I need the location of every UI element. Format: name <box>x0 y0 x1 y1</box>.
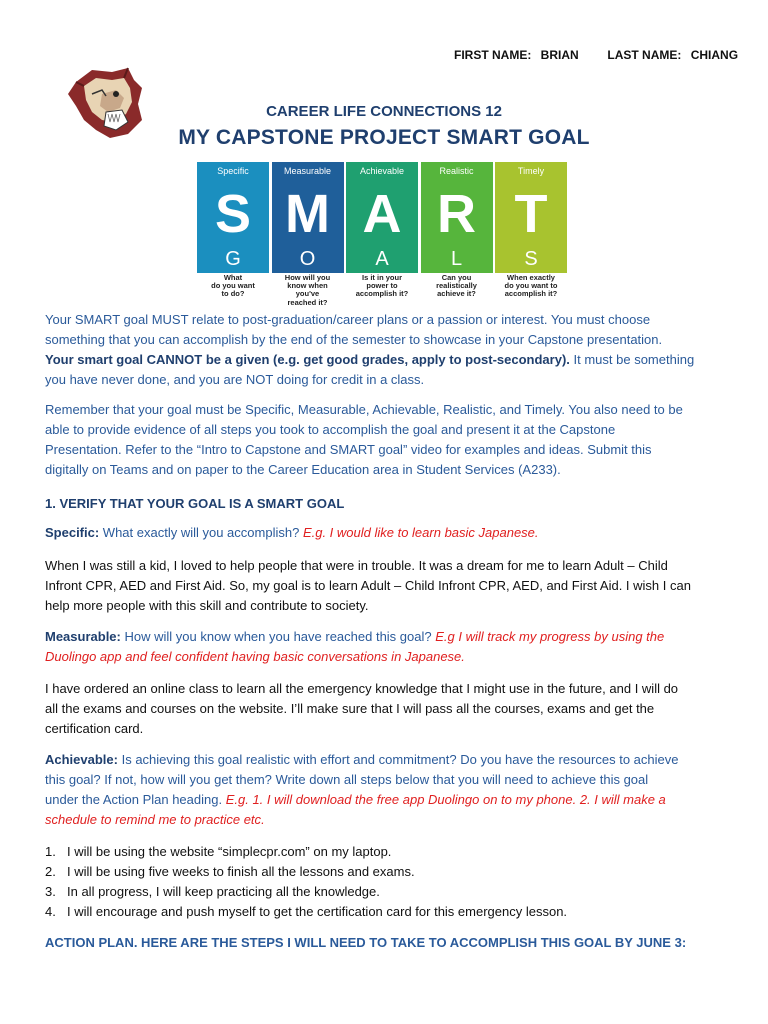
smart-big-letter: S <box>197 181 269 245</box>
smart-column-realistic <box>421 162 493 308</box>
smart-question-line: realistically <box>436 281 477 291</box>
list-item-text: I will be using five weeks to finish all the lessons and exams. <box>67 864 415 879</box>
list-item-text: I will encourage and push myself to get the certification card for this emergency lesson. <box>67 904 568 919</box>
smart-question-line: What <box>223 273 243 282</box>
achievable-label: Achievable: <box>45 752 118 767</box>
intro1-line-4: you have never done, and you are NOT doing for credit in a class. <box>45 372 425 387</box>
specific-example-end: . <box>534 525 539 540</box>
smart-question-line: How will you <box>284 273 331 282</box>
smart-question <box>197 274 269 308</box>
list-item-text: I will be using the website “simplecpr.com” on my laptop. <box>67 844 392 859</box>
measurable-prompt <box>45 627 725 667</box>
list-item-number: 1. <box>45 844 56 859</box>
smart-question-line: know when <box>287 281 328 291</box>
specific-question: What exactly will you accomplish? <box>99 525 303 540</box>
smart-goals-letter: S <box>495 245 567 273</box>
specific-answer-line-3: help more people with this skill and contribute to society. <box>45 598 369 613</box>
smart-goals-graphic <box>197 162 567 308</box>
intro2-line-2: able to provide evidence of all steps you took to accomplish the goal and present it at the Capstone <box>45 422 616 437</box>
main-title: MY CAPSTONE PROJECT SMART GOAL <box>178 126 590 149</box>
last-name-label: LAST NAME: <box>607 48 682 62</box>
list-item-number: 3. <box>45 884 56 899</box>
student-name-line <box>454 48 744 62</box>
intro1-after-bold: It must be something <box>569 352 695 367</box>
smart-big-letter: A <box>346 181 418 245</box>
smart-question-line: Can you <box>441 273 472 282</box>
action-plan-heading: ACTION PLAN. HERE ARE THE STEPS I WILL NEED TO TAKE TO ACCOMPLISH THIS GOAL BY JUNE 3: <box>45 935 687 950</box>
achievable-example-line-1: E.g. 1. I will download the free app Duolingo on to my phone. 2. I will make a <box>225 792 666 807</box>
smart-goals-letter: L <box>421 245 493 273</box>
achievable-prompt <box>45 750 725 830</box>
list-item <box>45 902 725 922</box>
list-item-number: 4. <box>45 904 56 919</box>
smart-question-line: accomplish it? <box>504 289 558 299</box>
first-name-label: FIRST NAME: <box>454 48 532 62</box>
specific-answer-line-2: Infront CPR, AED and First Aid. So, my goal is to learn Adult – Child Infront CPR, AED, and First Aid. I wish I can <box>45 578 691 593</box>
measurable-example-line-2: Duolingo app and feel confident having basic conversations in Japanese <box>45 649 462 664</box>
smart-question-line: power to <box>366 281 398 291</box>
smart-question <box>346 274 418 308</box>
smart-question-line: achieve it? <box>437 289 476 299</box>
smart-header-label: Specific <box>197 162 269 181</box>
list-item <box>45 842 725 862</box>
smart-column-measurable <box>272 162 344 308</box>
section-1-heading: 1. VERIFY THAT YOUR GOAL IS A SMART GOAL <box>45 496 345 511</box>
list-item <box>45 882 725 902</box>
intro2-line-3: Presentation. Refer to the “Intro to Capstone and SMART goal” video for examples and ideas. Submit this <box>45 442 652 457</box>
measurable-label: Measurable: <box>45 629 121 644</box>
smart-question-line: accomplish it? <box>355 289 409 299</box>
intro2-line-1: Remember that your goal must be Specific, Measurable, Achievable, Realistic, and Timely. You also need to be <box>45 402 683 417</box>
specific-label: Specific: <box>45 525 100 540</box>
measurable-answer <box>45 679 725 739</box>
smart-big-letter: R <box>421 181 493 245</box>
measurable-answer-line-1: I have ordered an online class to learn all the emergency knowledge that I might use in the future, and I will do <box>45 681 679 696</box>
smart-column-specific <box>197 162 269 308</box>
achievable-question-line-3: under the Action Plan heading. <box>45 792 226 807</box>
intro1-line-1: Your SMART goal MUST relate to post-graduation/career plans or a passion or interest. You must choose <box>45 312 651 327</box>
specific-answer-line-1: When I was still a kid, I loved to help people that were in trouble. It was a dream for me to learn Adult – Child <box>45 558 668 573</box>
smart-question-line: Is it in your <box>361 273 402 282</box>
course-title: CAREER LIFE CONNECTIONS 12 <box>266 103 502 120</box>
smart-question <box>272 274 344 308</box>
measurable-example-end: . <box>461 649 465 664</box>
specific-prompt <box>45 523 725 543</box>
steps-list <box>45 842 725 922</box>
measurable-answer-line-2: all the exams and courses on the website. I’ll make sure that I will pass all the courses, exams and get the <box>45 701 655 716</box>
smart-header-label: Timely <box>495 162 567 181</box>
achievable-question-line-1: Is achieving this goal realistic with effort and commitment? Do you have the resources to achieve <box>117 752 679 767</box>
specific-example: E.g. I would like to learn basic Japanese <box>302 525 535 540</box>
specific-answer <box>45 556 725 616</box>
measurable-answer-line-3: certification card. <box>45 721 144 736</box>
measurable-question: How will you know when you have reached this goal? <box>120 629 436 644</box>
achievable-question-line-2: this goal? If not, how will you get them? Write down all steps below that you will need to achieve this goal <box>45 772 649 787</box>
intro1-bold-warning: Your smart goal CANNOT be a given (e.g. get good grades, apply to post-secondary). <box>45 352 570 367</box>
smart-big-letter: M <box>272 181 344 245</box>
intro-paragraph-2 <box>45 400 725 480</box>
smart-question-line: you've <box>295 289 320 299</box>
intro-paragraph-1 <box>45 310 725 390</box>
smart-header-label: Achievable <box>346 162 418 181</box>
smart-question <box>421 274 493 308</box>
smart-header-label: Measurable <box>272 162 344 181</box>
achievable-example-line-2: schedule to remind me to practice etc <box>45 812 262 827</box>
intro1-line-2: something that you can accomplish by the end of the semester to showcase in your Capstone presentation. <box>45 332 663 347</box>
smart-goals-letter: A <box>346 245 418 273</box>
smart-question-line: do you want <box>211 281 255 291</box>
smart-column-timely <box>495 162 567 308</box>
achievable-example-end: . <box>261 812 265 827</box>
smart-big-letter: T <box>495 181 567 245</box>
smart-goals-letter: O <box>272 245 344 273</box>
first-name-value: BRIAN <box>540 48 579 62</box>
smart-goals-letter: G <box>197 245 269 273</box>
intro1-line-3 <box>45 350 725 370</box>
smart-question-line: to do? <box>221 289 245 299</box>
measurable-example-line-1: E.g I will track my progress by using the <box>435 629 665 644</box>
smart-question-line: reached it? <box>287 297 328 307</box>
smart-question <box>495 274 567 308</box>
list-item-text: In all progress, I will keep practicing all the knowledge. <box>67 884 380 899</box>
smart-question-line: do you want to <box>504 281 558 291</box>
intro2-line-4: digitally on Teams and on paper to the Career Education area in Student Services (A233). <box>45 462 561 477</box>
smart-header-label: Realistic <box>421 162 493 181</box>
smart-question-line: When exactly <box>507 273 555 282</box>
smart-column-achievable <box>346 162 418 308</box>
list-item-number: 2. <box>45 864 56 879</box>
list-item <box>45 862 725 882</box>
last-name-value: CHIANG <box>690 48 739 62</box>
